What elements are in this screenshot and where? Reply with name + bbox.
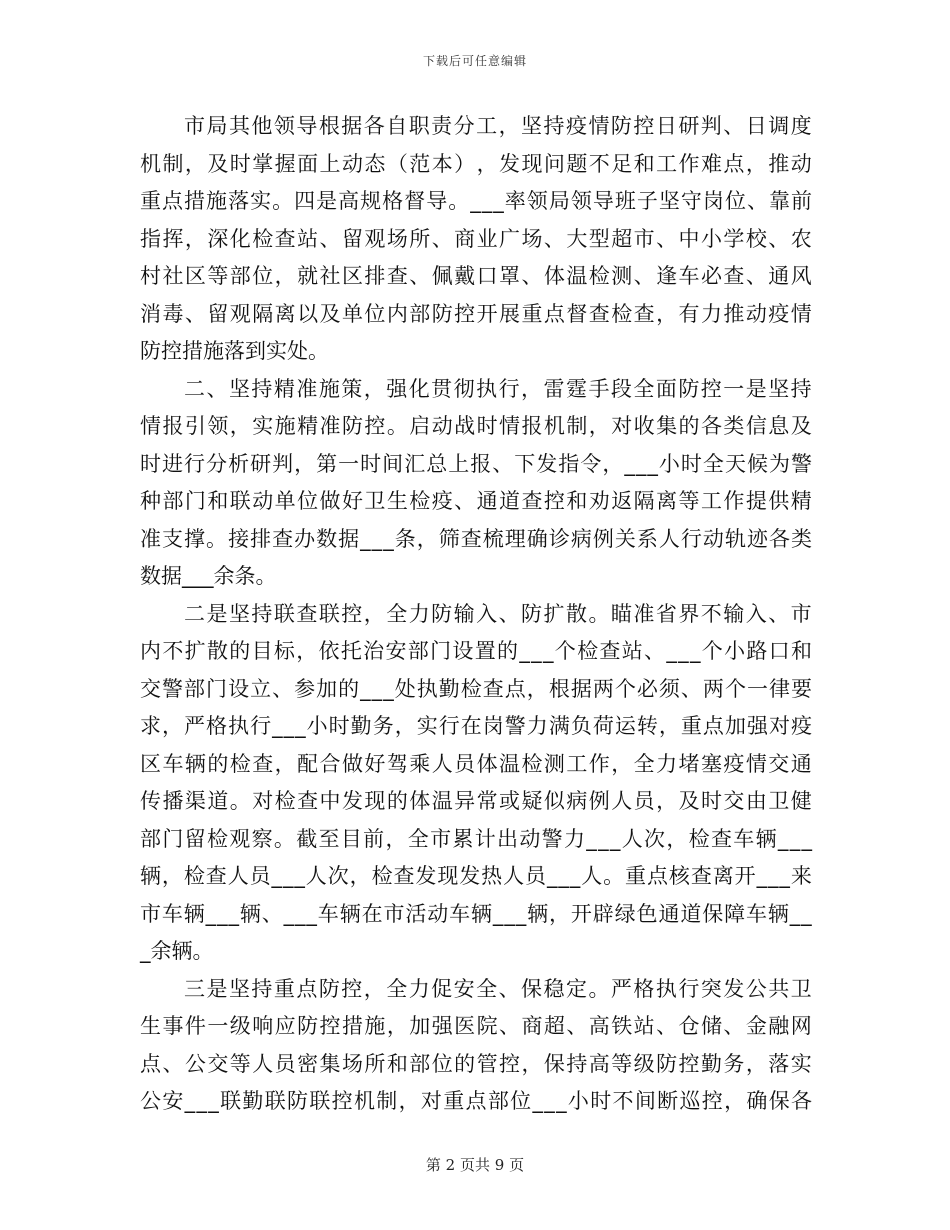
text-line: 重 点 措 施 落 实 。 四 是 高 规 格 督 导 。 _ _ _ 率 领 局 领 导 班 子 坚 守 岗 位 、 靠 前 [140, 189, 812, 213]
text-line: 机 制 ， 及 时 掌 握 面 上 动 态 （ 范 本 ） ， 发 现 问 题 不 足 和 工 作 难 点 ， 推 动 [140, 151, 812, 176]
text-line: 时 进 行 分 析 研 判 ， 第 一 时 间 汇 总 上 报 、 下 发 指 令 ， _ _ _ 小 时 全 天 候 为 警 [140, 451, 812, 476]
text-line: 内 不 扩 散 的 目 标 ， 依 托 治 安 部 门 设 置 的 _ _ _ 个 检 查 站 、 _ _ _ 个 小 路 口 和 [140, 639, 812, 663]
text-line: 种 部 门 和 联 动 单 位 做 好 卫 生 检 疫 、 通 道 查 控 和 劝 返 隔 离 等 工 作 提 供 精 [140, 489, 812, 513]
text-line: 二 是 坚 持 联 查 联 控 ， 全 力 防 输 入 、 防 扩 散 。 瞄 准 省 界 不 输 入 、 市 [184, 601, 812, 626]
page-header: 下载后可任意编辑 [422, 54, 527, 68]
text-line: 求 ， 严 格 执 行 _ _ _ 小 时 勤 务 ， 实 行 在 岗 警 力 满 负 荷 运 转 ， 重 点 加 强 对 疫 [140, 714, 812, 738]
text-line: 区 车 辆 的 检 查 ， 配 合 做 好 驾 乘 人 员 体 温 检 测 工 作 ， 全 力 堵 塞 疫 情 交 通 [140, 751, 812, 776]
document-body [140, 108, 812, 1121]
text-line: 市 车 辆 _ _ _ 辆 、 _ _ _ 车 辆 在 市 活 动 车 辆 _ _ _ 辆 ， 开 辟 绿 色 通 道 保 障 车 辆 _ _ [140, 901, 812, 926]
text-line: 防控措施落到实处。 [140, 339, 329, 363]
text-line: 二 、 坚 持 精 准 施 策 ， 强 化 贯 彻 执 行 ， 雷 霆 手 段 全 面 防 控 一 是 坚 持 [184, 376, 812, 401]
text-line: 情 报 引 领 ， 实 施 精 准 防 控 。 启 动 战 时 情 报 机 制 ， 对 收 集 的 各 类 信 息 及 [140, 414, 812, 438]
text-line: 村 社 区 等 部 位 ， 就 社 区 排 查 、 佩 戴 口 罩 、 体 温 检 测 、 逢 车 必 查 、 通 风 [140, 264, 812, 288]
text-line: _余辆。 [140, 939, 214, 963]
text-line: 传 播 渠 道 。 对 检 查 中 发 现 的 体 温 异 常 或 疑 似 病 例 人 员 ， 及 时 交 由 卫 健 [140, 789, 812, 813]
paragraph [140, 596, 812, 971]
text-line: 公 安 _ _ _ 联 勤 联 防 联 控 机 制 ， 对 重 点 部 位 _ _ _ 小 时 不 间 断 巡 控 ， 确 保 各 [140, 1089, 812, 1113]
text-line: 点 、 公 交 等 人 员 密 集 场 所 和 部 位 的 管 控 ， 保 持 高 等 级 防 控 勤 务 ， 落 实 [140, 1051, 812, 1076]
paragraph [140, 971, 812, 1121]
text-line: 数据___余条。 [140, 564, 277, 588]
text-line: 交 警 部 门 设 立 、 参 加 的 _ _ _ 处 执 勤 检 查 点 ， 根 据 两 个 必 须 、 两 个 一 律 要 [140, 676, 812, 701]
page-footer: 第 2 页共 9 页 [425, 1156, 525, 1174]
text-line: 部 门 留 检 观 察 。 截 至 目 前 ， 全 市 累 计 出 动 警 力 _ _ _ 人 次 ， 检 查 车 辆 _ _ _ [140, 826, 812, 851]
text-line: 三 是 坚 持 重 点 防 控 ， 全 力 促 安 全 、 保 稳 定 。 严 格 执 行 突 发 公 共 卫 [184, 976, 812, 1001]
text-line: 消 毒 、 留 观 隔 离 以 及 单 位 内 部 防 控 开 展 重 点 督 查 检 查 ， 有 力 推 动 疫 情 [140, 301, 812, 326]
text-line: 准 支 撑 。 接 排 查 办 数 据 _ _ _ 条 ， 筛 查 梳 理 确 诊 病 例 关 系 人 行 动 轨 迹 各 类 [140, 526, 812, 551]
paragraph [140, 108, 812, 371]
text-line: 指 挥 ， 深 化 检 查 站 、 留 观 场 所 、 商 业 广 场 、 大 型 超 市 、 中 小 学 校 、 农 [140, 226, 812, 251]
text-line: 生 事 件 一 级 响 应 防 控 措 施 ， 加 强 医 院 、 商 超 、 高 铁 站 、 仓 储 、 金 融 网 [140, 1014, 812, 1038]
paragraph [140, 371, 812, 596]
text-line: 市 局 其 他 领 导 根 据 各 自 职 责 分 工 ， 坚 持 疫 情 防 控 日 研 判 、 日 调 度 [184, 114, 812, 138]
text-line: 辆 ， 检 查 人 员 _ _ _ 人 次 ， 检 查 发 现 发 热 人 员 _ _ _ 人 。 重 点 核 查 离 开 _ _ _ 来 [140, 864, 812, 888]
